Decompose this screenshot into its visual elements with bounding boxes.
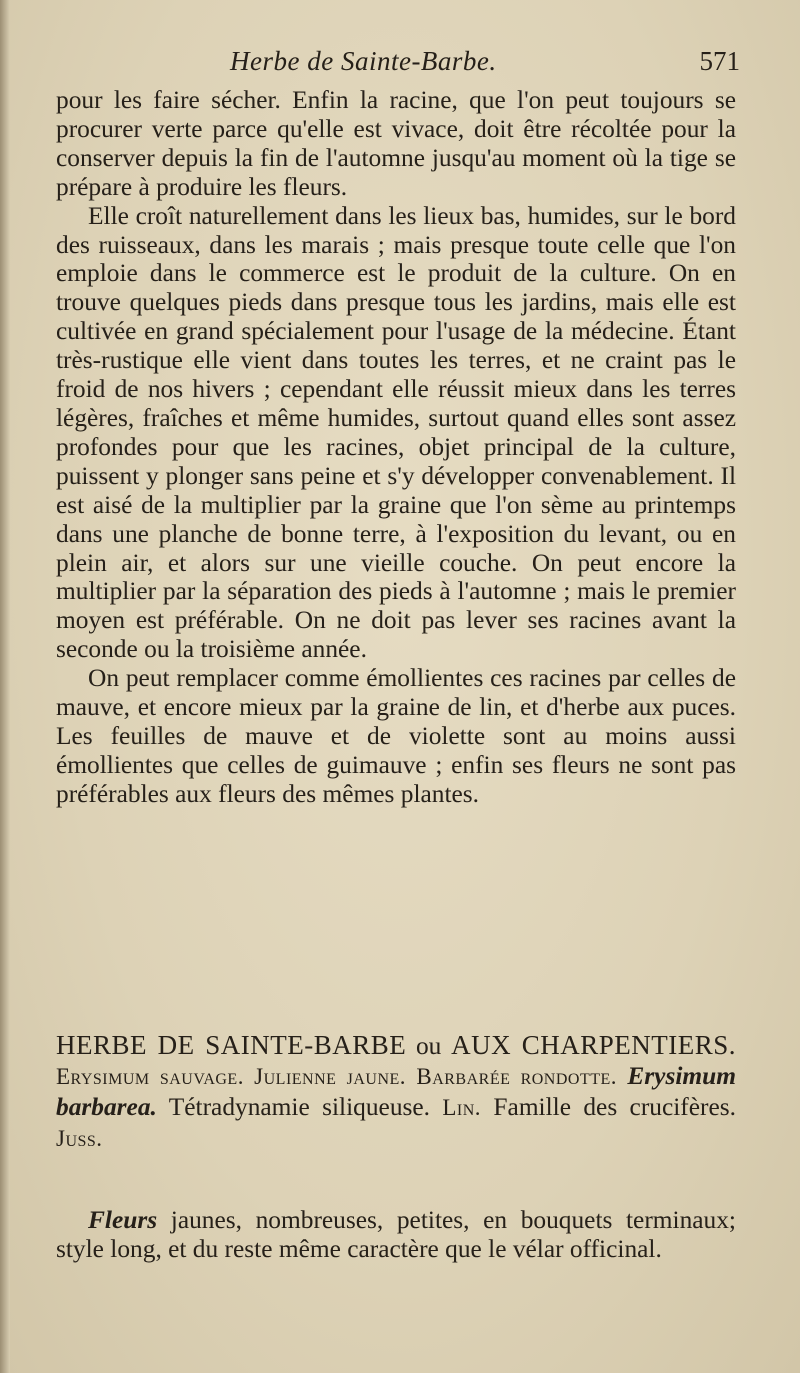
paragraph: pour les faire sécher. Enfin la racine, que l'on peut toujours se procurer verte parce qu'elle est vivace, doit être récoltée pour la conserver depuis la fin de l'automne jusqu'au moment où la tige se prépare à produire les fleurs. [56, 86, 736, 201]
page-header [60, 46, 740, 86]
latin-name: Erysimum barbarea. [56, 1062, 737, 1121]
description [56, 1206, 736, 1263]
body-text [56, 86, 736, 809]
entry-title-alt: AUX CHARPENTIERS. [451, 1030, 737, 1060]
entry-title: HERBE DE SAINTE-BARBE [56, 1030, 407, 1060]
author-abbrev: Lin. [442, 1095, 482, 1120]
classification: Tétradynamie siliqueuse. [168, 1093, 431, 1121]
entry-synonym: Barbarée rondotte. [416, 1064, 618, 1089]
author-abbrev: Juss. [56, 1126, 103, 1151]
plant-family: Famille des crucifères. [493, 1093, 736, 1121]
page-number: 571 [699, 46, 740, 76]
running-title: Herbe de Sainte-Barbe. [230, 46, 497, 76]
entry-heading [56, 1030, 736, 1154]
page-spine-shadow [0, 0, 10, 1373]
plant-entry [56, 1030, 736, 1154]
description-label: Fleurs [88, 1206, 158, 1234]
paragraph: On peut remplacer comme émollientes ces racines par celles de mauve, et encore mieux par la graine de lin, et d'herbe aux puces. Les feuilles de mauve et de violette sont au moins aussi émollientes que celles de guimauve ; enfin ses fleurs ne sont pas préférables aux fleurs des mêmes plantes. [56, 664, 736, 808]
entry-title-connector: ou [415, 1032, 442, 1060]
paragraph: Elle croît naturellement dans les lieux bas, humides, sur le bord des ruisseaux, dans les marais ; mais presque toute celle que l'on emploie dans le commerce est le produit de la culture. On en trouve quelques pieds dans presque tous les jardins, mais elle est cultivée en grand spécialement pour l'usage de la médecine. Étant très-rustique elle vient dans toutes les terres, et ne craint pas le froid de nos hivers ; cependant elle réussit mieux dans les terres légères, fraîches et même humides, surtout quand elles sont assez profondes pour que les racines, objet principal de la culture, puissent y plonger sans peine et s'y développer convenablement. Il est aisé de la multiplier par la graine que l'on sème au printemps dans une planche de bonne terre, à l'exposition du levant, ou en plein air, et alors sur une vieille couche. On peut encore la multiplier par la séparation des pieds à l'automne ; mais le premier moyen est préférable. On ne doit pas lever ses racines avant la seconde ou la troisième année. [56, 201, 736, 664]
description-paragraph [56, 1206, 736, 1263]
entry-synonym: Erysimum sauvage. Julienne jaune. [56, 1064, 407, 1089]
description-text: jaunes, nombreuses, petites, en bouquets terminaux; style long, et du reste même caractère que le vélar officinal. [56, 1206, 736, 1263]
